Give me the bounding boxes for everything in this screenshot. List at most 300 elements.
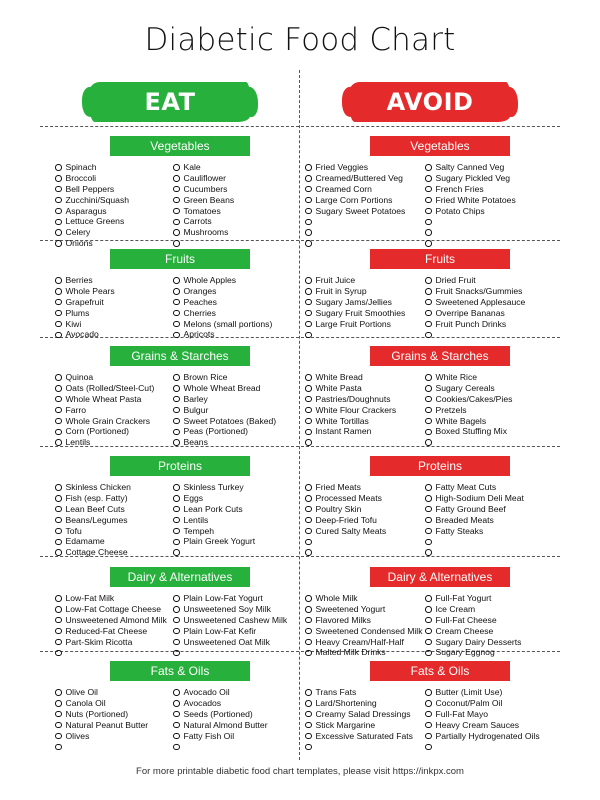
checkbox-circle-icon[interactable]: [173, 528, 180, 535]
checkbox-circle-icon[interactable]: [173, 418, 180, 425]
checklist-item: [305, 206, 425, 217]
item-label: Part-Skim Ricotta: [65, 636, 133, 647]
checklist-item: [173, 275, 291, 286]
item-label: Seeds (Portioned): [183, 708, 253, 719]
checkbox-circle-icon[interactable]: [173, 407, 180, 414]
checkbox-circle-icon[interactable]: [173, 240, 180, 247]
item-label: White Bread: [315, 372, 363, 382]
item-column: [55, 372, 173, 448]
checklist-item: [173, 394, 291, 405]
item-label: Kale: [183, 162, 201, 172]
item-label: Farro: [65, 404, 87, 415]
checkbox-circle-icon[interactable]: [55, 240, 62, 247]
checkbox-circle-icon[interactable]: [55, 733, 62, 740]
checkbox-circle-icon[interactable]: [173, 186, 180, 193]
checkbox-circle-icon[interactable]: [425, 711, 432, 718]
checkbox-circle-icon[interactable]: [425, 240, 432, 247]
checkbox-circle-icon[interactable]: [55, 628, 62, 635]
checkbox-circle-icon[interactable]: [305, 689, 312, 696]
checkbox-circle-icon[interactable]: [425, 700, 432, 707]
checkbox-circle-icon[interactable]: [305, 429, 312, 436]
checkbox-circle-icon[interactable]: [425, 418, 432, 425]
item-label: Peaches: [183, 296, 217, 307]
item-label: Corn (Portioned): [65, 426, 130, 437]
checklist-item: [55, 593, 173, 604]
checkbox-circle-icon[interactable]: [305, 164, 312, 171]
checkbox-circle-icon[interactable]: [425, 288, 432, 295]
item-label: Melons (small portions): [183, 318, 273, 329]
checkbox-circle-icon[interactable]: [173, 744, 180, 751]
checkbox-circle-icon[interactable]: [305, 418, 312, 425]
checkbox-circle-icon[interactable]: [305, 484, 312, 491]
checkbox-circle-icon[interactable]: [173, 628, 180, 635]
checkbox-circle-icon[interactable]: [173, 700, 180, 707]
item-column: [173, 593, 291, 658]
item-column: [173, 482, 291, 558]
checklist-item: [305, 637, 425, 648]
item-label: Olive Oil: [65, 687, 98, 697]
checkbox-circle-icon[interactable]: [173, 517, 180, 524]
checkbox-circle-icon[interactable]: [173, 689, 180, 696]
avoid-section-header: Fruits: [370, 249, 510, 269]
footer-note: For more printable diabetic food chart templates, please visit https://inkpx.com: [136, 766, 464, 777]
checklist-item: [305, 426, 425, 437]
checklist-item: [425, 731, 543, 742]
item-label: Cottage Cheese: [65, 547, 128, 558]
checkbox-circle-icon[interactable]: [55, 321, 62, 328]
item-label: Low-Fat Cottage Cheese: [65, 603, 162, 614]
checkbox-circle-icon[interactable]: [425, 484, 432, 491]
checkbox-circle-icon[interactable]: [55, 208, 62, 215]
checkbox-circle-icon[interactable]: [305, 197, 312, 204]
checkbox-circle-icon[interactable]: [173, 733, 180, 740]
checkbox-circle-icon[interactable]: [55, 229, 62, 236]
item-label: Plain Low-Fat Kefir: [183, 625, 257, 636]
checklist-item: [55, 731, 173, 742]
checklist-item: [425, 709, 543, 720]
item-label: White Bagels: [435, 415, 487, 426]
checkbox-circle-icon[interactable]: [55, 539, 62, 546]
checkbox-circle-icon[interactable]: [425, 208, 432, 215]
item-label: Pastries/Doughnuts: [315, 393, 391, 404]
checkbox-circle-icon[interactable]: [305, 628, 312, 635]
checkbox-circle-icon[interactable]: [305, 186, 312, 193]
checkbox-circle-icon[interactable]: [55, 506, 62, 513]
item-label: Cauliflower: [183, 172, 227, 183]
checkbox-circle-icon[interactable]: [305, 639, 312, 646]
item-label: Sugary Sweet Potatoes: [315, 205, 406, 216]
checkbox-circle-icon[interactable]: [425, 407, 432, 414]
checkbox-circle-icon[interactable]: [305, 517, 312, 524]
checklist-item: [425, 372, 543, 383]
item-label: Plain Greek Yogurt: [183, 536, 256, 547]
item-label: Grapefruit: [65, 296, 104, 307]
item-label: Brown Rice: [183, 372, 228, 382]
checkbox-circle-icon[interactable]: [305, 332, 312, 339]
item-column: [173, 372, 291, 448]
checkbox-circle-icon[interactable]: [425, 733, 432, 740]
checkbox-circle-icon[interactable]: [305, 495, 312, 502]
eat-section-header: Dairy & Alternatives: [110, 567, 250, 587]
checkbox-circle-icon[interactable]: [173, 164, 180, 171]
item-column: [305, 372, 425, 448]
checklist-item: [425, 383, 543, 394]
checkbox-circle-icon[interactable]: [425, 595, 432, 602]
item-label: Butter (Limit Use): [435, 687, 503, 697]
checkbox-circle-icon[interactable]: [173, 484, 180, 491]
checkbox-circle-icon[interactable]: [55, 175, 62, 182]
checkbox-circle-icon[interactable]: [425, 310, 432, 317]
item-label: Apricots: [183, 329, 215, 340]
checkbox-circle-icon[interactable]: [425, 385, 432, 392]
checkbox-circle-icon[interactable]: [55, 186, 62, 193]
checkbox-circle-icon[interactable]: [55, 606, 62, 613]
checkbox-circle-icon[interactable]: [173, 617, 180, 624]
checklist-item: [55, 709, 173, 720]
checklist-item: [305, 238, 425, 249]
checkbox-circle-icon[interactable]: [173, 175, 180, 182]
checkbox-circle-icon[interactable]: [55, 288, 62, 295]
checklist-item: [425, 426, 543, 437]
checklist-item: [173, 720, 291, 731]
item-label: Natural Peanut Butter: [65, 719, 149, 730]
item-column: [55, 687, 173, 752]
item-column: [305, 275, 425, 340]
checklist-item: [173, 482, 291, 493]
checklist-item: [173, 593, 291, 604]
checkbox-circle-icon[interactable]: [305, 277, 312, 284]
checkbox-circle-icon[interactable]: [173, 332, 180, 339]
item-label: Sweetened Condensed Milk: [315, 625, 423, 636]
item-label: Beans: [183, 437, 208, 448]
item-label: Trans Fats: [315, 687, 357, 697]
checkbox-circle-icon[interactable]: [305, 288, 312, 295]
item-column: [173, 275, 291, 340]
checklist-item: [305, 593, 425, 604]
checkbox-circle-icon[interactable]: [425, 617, 432, 624]
eat-section-header: Fats & Oils: [110, 661, 250, 681]
checkbox-circle-icon[interactable]: [425, 277, 432, 284]
checkbox-circle-icon[interactable]: [305, 240, 312, 247]
checkbox-circle-icon[interactable]: [425, 628, 432, 635]
item-label: White Pasta: [315, 382, 362, 393]
checkbox-circle-icon[interactable]: [173, 495, 180, 502]
item-label: Processed Meats: [315, 492, 382, 503]
checklist-item: [173, 536, 291, 547]
item-column: [305, 593, 425, 658]
checkbox-circle-icon[interactable]: [305, 407, 312, 414]
item-label: Cookies/Cakes/Pies: [435, 393, 513, 404]
checklist-item: [173, 383, 291, 394]
checkbox-circle-icon[interactable]: [55, 439, 62, 446]
checkbox-circle-icon[interactable]: [55, 722, 62, 729]
checkbox-circle-icon[interactable]: [55, 277, 62, 284]
checkbox-circle-icon[interactable]: [305, 722, 312, 729]
checkbox-circle-icon[interactable]: [55, 595, 62, 602]
checkbox-circle-icon[interactable]: [425, 549, 432, 556]
checkbox-circle-icon[interactable]: [55, 418, 62, 425]
checklist-item: [173, 405, 291, 416]
checkbox-circle-icon[interactable]: [425, 429, 432, 436]
checkbox-circle-icon[interactable]: [305, 439, 312, 446]
checkbox-circle-icon[interactable]: [425, 229, 432, 236]
checkbox-circle-icon[interactable]: [173, 321, 180, 328]
checkbox-circle-icon[interactable]: [55, 299, 62, 306]
checkbox-circle-icon[interactable]: [305, 506, 312, 513]
checklist-item: [425, 547, 543, 558]
checklist-item: [425, 416, 543, 427]
checkbox-circle-icon[interactable]: [425, 606, 432, 613]
checkbox-circle-icon[interactable]: [425, 197, 432, 204]
checkbox-circle-icon[interactable]: [55, 332, 62, 339]
checkbox-circle-icon[interactable]: [425, 650, 432, 657]
checkbox-circle-icon[interactable]: [55, 484, 62, 491]
checkbox-circle-icon[interactable]: [425, 321, 432, 328]
checkbox-circle-icon[interactable]: [55, 310, 62, 317]
checklist-item: [425, 526, 543, 537]
checkbox-circle-icon[interactable]: [305, 744, 312, 751]
checkbox-circle-icon[interactable]: [305, 299, 312, 306]
item-label: Breaded Meats: [435, 514, 494, 525]
checkbox-circle-icon[interactable]: [55, 495, 62, 502]
checklist-item: [55, 536, 173, 547]
checklist-item: [173, 227, 291, 238]
checklist-item: [305, 731, 425, 742]
checklist-item: [55, 238, 173, 249]
checklist-item: [173, 437, 291, 448]
checkbox-circle-icon[interactable]: [55, 429, 62, 436]
checklist-item: [55, 547, 173, 558]
checklist-item: [173, 731, 291, 742]
checklist-item: [305, 604, 425, 615]
checkbox-circle-icon[interactable]: [305, 650, 312, 657]
item-label: Salty Canned Veg: [435, 162, 505, 172]
checkbox-circle-icon[interactable]: [305, 606, 312, 613]
eat-section-header: Grains & Starches: [110, 346, 250, 366]
checklist-item: [425, 698, 543, 709]
checkbox-circle-icon[interactable]: [173, 374, 180, 381]
checkbox-circle-icon[interactable]: [173, 439, 180, 446]
item-column: [425, 593, 543, 658]
checklist-item: [425, 720, 543, 731]
checkbox-circle-icon[interactable]: [425, 689, 432, 696]
checkbox-circle-icon[interactable]: [55, 744, 62, 751]
checkbox-circle-icon[interactable]: [173, 650, 180, 657]
checkbox-circle-icon[interactable]: [55, 711, 62, 718]
checkbox-circle-icon[interactable]: [55, 689, 62, 696]
checklist-item: [425, 297, 543, 308]
checklist-item: [305, 405, 425, 416]
item-label: Eggs: [183, 492, 204, 503]
checklist-item: [173, 647, 291, 658]
item-label: Plums: [65, 307, 90, 318]
checkbox-circle-icon[interactable]: [55, 639, 62, 646]
checkbox-circle-icon[interactable]: [173, 299, 180, 306]
checkbox-circle-icon[interactable]: [425, 164, 432, 171]
item-label: Poultry Skin: [315, 503, 362, 514]
checkbox-circle-icon[interactable]: [173, 208, 180, 215]
checkbox-circle-icon[interactable]: [425, 186, 432, 193]
checkbox-circle-icon[interactable]: [425, 506, 432, 513]
checklist-item: [425, 173, 543, 184]
item-label: Quinoa: [65, 372, 94, 382]
checklist-item: [425, 482, 543, 493]
checkbox-circle-icon[interactable]: [55, 549, 62, 556]
checkbox-circle-icon[interactable]: [425, 639, 432, 646]
checkbox-circle-icon[interactable]: [173, 606, 180, 613]
checklist-item: [173, 604, 291, 615]
checkbox-circle-icon[interactable]: [55, 650, 62, 657]
checkbox-circle-icon[interactable]: [173, 539, 180, 546]
checkbox-circle-icon[interactable]: [55, 617, 62, 624]
checkbox-circle-icon[interactable]: [425, 722, 432, 729]
item-label: Sugary Pickled Veg: [435, 172, 511, 183]
checkbox-circle-icon[interactable]: [55, 164, 62, 171]
item-label: Fruit Snacks/Gummies: [435, 285, 523, 296]
item-label: Flavored Milks: [315, 614, 371, 625]
checkbox-circle-icon[interactable]: [425, 495, 432, 502]
checkbox-circle-icon[interactable]: [305, 385, 312, 392]
checklist-item: [305, 372, 425, 383]
checklist-item: [173, 698, 291, 709]
checklist-item: [55, 275, 173, 286]
item-label: Whole Milk: [315, 593, 358, 603]
checkbox-circle-icon[interactable]: [305, 733, 312, 740]
checkbox-circle-icon[interactable]: [55, 528, 62, 535]
item-label: Boxed Stuffing Mix: [435, 426, 507, 437]
checkbox-circle-icon[interactable]: [55, 700, 62, 707]
checkbox-circle-icon[interactable]: [305, 549, 312, 556]
checkbox-circle-icon[interactable]: [425, 299, 432, 306]
item-label: Sugary Cereals: [435, 382, 495, 393]
checklist-item: [305, 687, 425, 698]
checkbox-circle-icon[interactable]: [305, 175, 312, 182]
checklist-item: [173, 286, 291, 297]
checkbox-circle-icon[interactable]: [55, 407, 62, 414]
checkbox-circle-icon[interactable]: [173, 219, 180, 226]
eat-section-header: Proteins: [110, 456, 250, 476]
item-label: Whole Apples: [183, 275, 237, 285]
checklist-item: [55, 647, 173, 658]
checklist-item: [55, 329, 173, 340]
item-label: Spinach: [65, 162, 97, 172]
checkbox-circle-icon[interactable]: [55, 219, 62, 226]
checkbox-circle-icon[interactable]: [305, 374, 312, 381]
checklist-item: [55, 297, 173, 308]
checkbox-circle-icon[interactable]: [425, 219, 432, 226]
checkbox-circle-icon[interactable]: [173, 385, 180, 392]
checkbox-circle-icon[interactable]: [305, 310, 312, 317]
checkbox-circle-icon[interactable]: [55, 197, 62, 204]
item-label: Unsweetened Soy Milk: [183, 603, 271, 614]
checkbox-circle-icon[interactable]: [425, 374, 432, 381]
checkbox-circle-icon[interactable]: [55, 396, 62, 403]
checkbox-circle-icon[interactable]: [173, 711, 180, 718]
checkbox-circle-icon[interactable]: [173, 639, 180, 646]
checklist-item: [425, 195, 543, 206]
item-label: Creamed Corn: [315, 183, 372, 194]
item-label: Excessive Saturated Fats: [315, 730, 413, 741]
checklist-item: [425, 741, 543, 752]
checkbox-circle-icon[interactable]: [305, 700, 312, 707]
checkbox-circle-icon[interactable]: [425, 744, 432, 751]
checkbox-circle-icon[interactable]: [305, 617, 312, 624]
checkbox-circle-icon[interactable]: [55, 517, 62, 524]
checklist-item: [305, 647, 425, 658]
checkbox-circle-icon[interactable]: [173, 506, 180, 513]
checklist-item: [305, 383, 425, 394]
checklist-item: [55, 416, 173, 427]
item-label: Avocado Oil: [183, 687, 230, 697]
checklist-item: [425, 515, 543, 526]
checklist-item: [425, 394, 543, 405]
checkbox-circle-icon[interactable]: [173, 229, 180, 236]
checkbox-circle-icon[interactable]: [173, 310, 180, 317]
checkbox-circle-icon[interactable]: [305, 711, 312, 718]
checklist-item: [425, 329, 543, 340]
checkbox-circle-icon[interactable]: [305, 229, 312, 236]
item-label: Broccoli: [65, 172, 97, 183]
checkbox-circle-icon[interactable]: [173, 722, 180, 729]
checkbox-circle-icon[interactable]: [305, 321, 312, 328]
item-column: [173, 687, 291, 752]
checkbox-circle-icon[interactable]: [425, 528, 432, 535]
checkbox-circle-icon[interactable]: [173, 288, 180, 295]
checklist-item: [55, 698, 173, 709]
item-label: Large Corn Portions: [315, 194, 393, 205]
checklist-item: [173, 547, 291, 558]
item-label: Full-Fat Cheese: [435, 614, 497, 625]
checkbox-circle-icon[interactable]: [425, 539, 432, 546]
checkbox-circle-icon[interactable]: [55, 385, 62, 392]
checklist-item: [173, 416, 291, 427]
checkbox-circle-icon[interactable]: [173, 197, 180, 204]
checklist-item: [305, 515, 425, 526]
checkbox-circle-icon[interactable]: [305, 208, 312, 215]
checkbox-circle-icon[interactable]: [173, 595, 180, 602]
checkbox-circle-icon[interactable]: [425, 175, 432, 182]
section-divider: [40, 126, 560, 127]
checkbox-circle-icon[interactable]: [425, 517, 432, 524]
checklist-item: [305, 308, 425, 319]
checkbox-circle-icon[interactable]: [173, 396, 180, 403]
checkbox-circle-icon[interactable]: [305, 528, 312, 535]
checkbox-circle-icon[interactable]: [173, 429, 180, 436]
checkbox-circle-icon[interactable]: [305, 595, 312, 602]
item-column: [305, 162, 425, 249]
item-label: Fatty Steaks: [435, 525, 484, 536]
item-label: Barley: [183, 393, 208, 404]
checklist-item: [55, 493, 173, 504]
item-label: Green Beans: [183, 194, 235, 205]
checklist-item: [173, 626, 291, 637]
checkbox-circle-icon[interactable]: [305, 539, 312, 546]
checkbox-circle-icon[interactable]: [425, 396, 432, 403]
checklist-item: [305, 162, 425, 173]
checklist-item: [173, 206, 291, 217]
checkbox-circle-icon[interactable]: [425, 332, 432, 339]
item-label: Nuts (Portioned): [65, 708, 129, 719]
item-label: Carrots: [183, 216, 212, 227]
checkbox-circle-icon[interactable]: [173, 549, 180, 556]
checkbox-circle-icon[interactable]: [305, 219, 312, 226]
item-column: [425, 275, 543, 340]
item-label: Celery: [65, 227, 91, 238]
checkbox-circle-icon[interactable]: [55, 374, 62, 381]
checkbox-circle-icon[interactable]: [173, 277, 180, 284]
checkbox-circle-icon[interactable]: [425, 439, 432, 446]
checkbox-circle-icon[interactable]: [305, 396, 312, 403]
